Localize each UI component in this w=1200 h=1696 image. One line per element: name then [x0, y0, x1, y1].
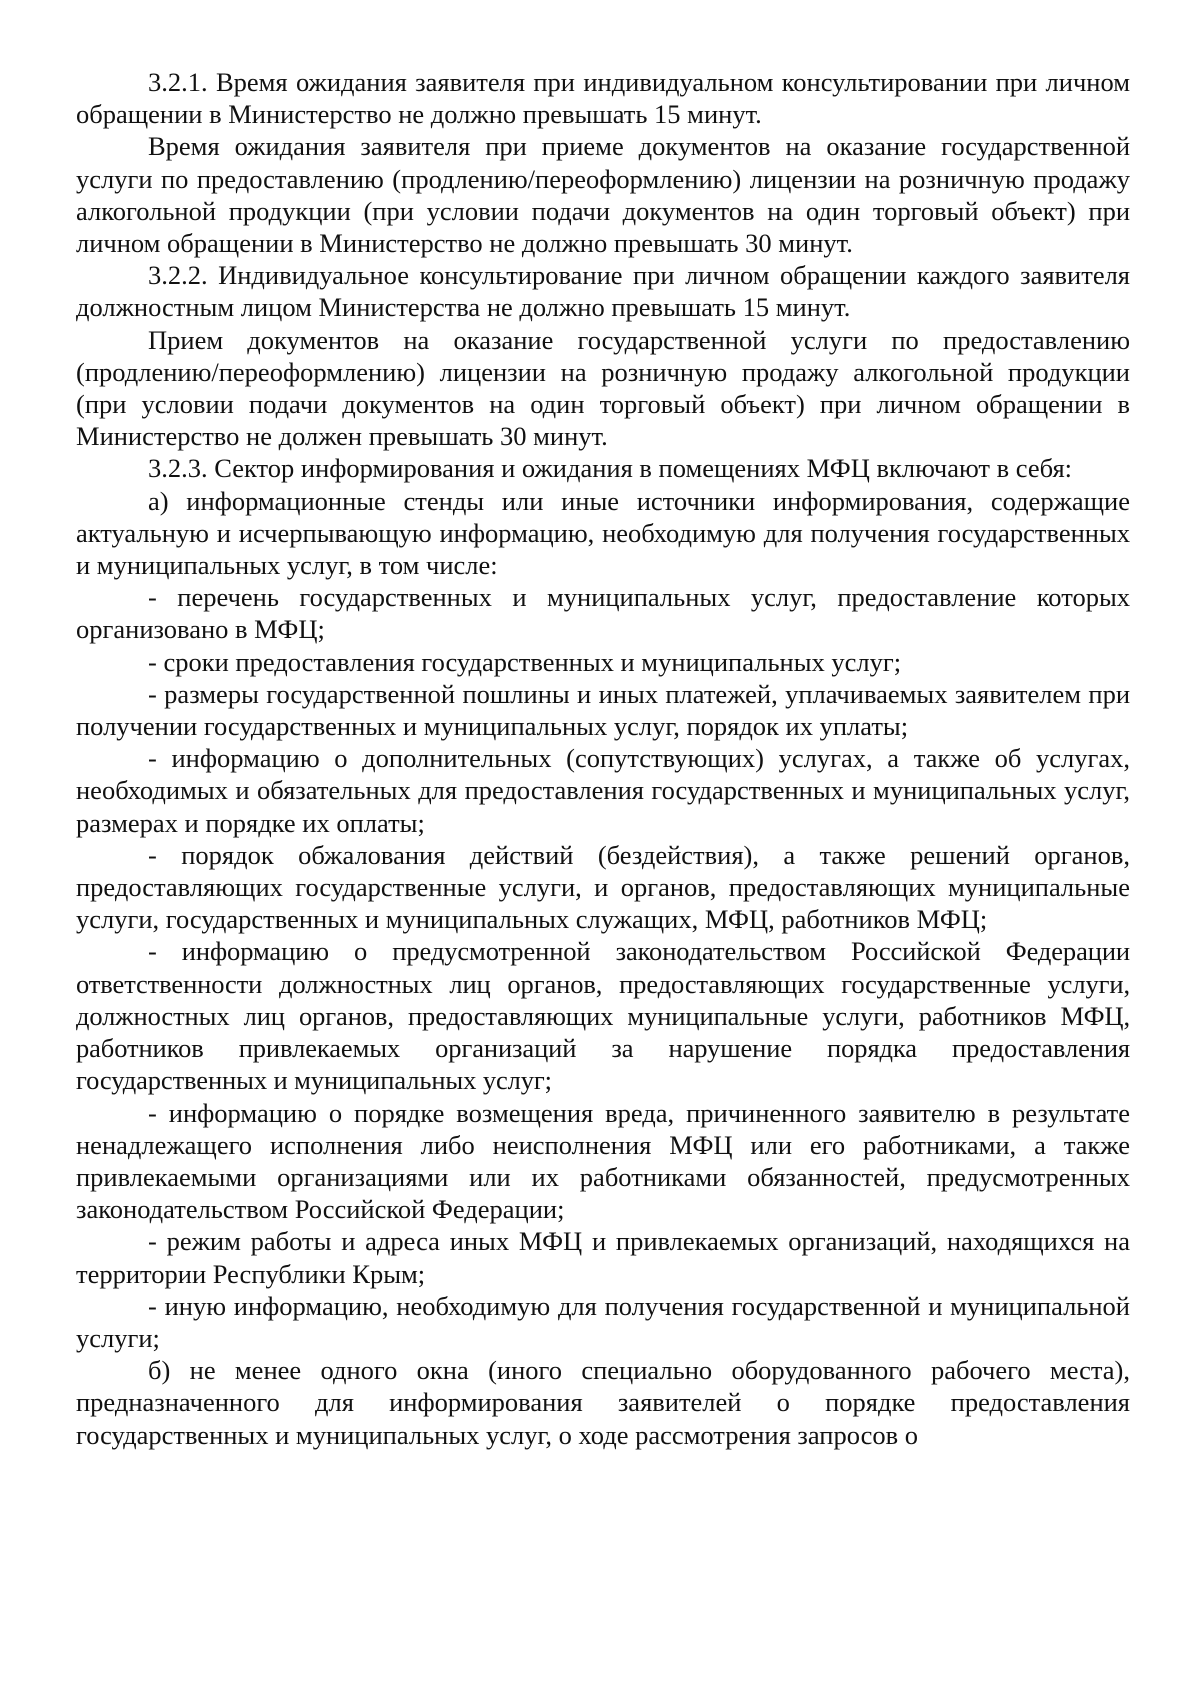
- list-item-appeal-procedure: - порядок обжалования действий (бездействия), а также решений органов, предоставляющих государственные услуги, и органов, предоставляющих муниципальные услуги, государственных и муниципальных служащих, МФЦ, работников МФЦ;: [76, 839, 1130, 935]
- paragraph-document-acceptance: Прием документов на оказание государственной услуги по предоставлению (продлению/переоформлению) лицензии на розничную продажу алкогольной продукции (при условии подачи документов на один торговый объект) при личном обращении в Министерство не должен превышать 30 минут.: [76, 324, 1130, 452]
- list-item-damage-compensation: - информацию о порядке возмещения вреда, причиненного заявителю в результате ненадлежащего исполнения либо неисполнения МФЦ или его работниками, а также привлекаемыми организациями или их работниками обязанностей, предусмотренных законодательством Российской Федерации;: [76, 1097, 1130, 1225]
- paragraph-3-2-3: 3.2.3. Сектор информирования и ожидания в помещениях МФЦ включают в себя:: [148, 453, 1072, 484]
- paragraph-3-2-2: 3.2.2. Индивидуальное консультирование при личном обращении каждого заявителя должностным лицом Министерства не должно превышать 15 минут.: [76, 260, 1130, 323]
- list-item-liability-info: - информацию о предусмотренной законодательством Российской Федерации ответственности должностных лиц органов, предоставляющих государственные услуги, должностных лиц органов, предоставляющих муниципальные услуги, работников МФЦ, работников привлекаемых организаций за нарушение порядка предоставления государственных и муниципальных услуг;: [76, 936, 1130, 1096]
- paragraph-item-a: а) информационные стенды или иные источники информирования, содержащие актуальную и исчерпывающую информацию, необходимую для получения государственных и муниципальных услуг, в том числе:: [76, 485, 1130, 581]
- list-item-services-list: - перечень государственных и муниципальных услуг, предоставление которых организовано в МФЦ;: [76, 582, 1130, 645]
- list-item-additional-services: - информацию о дополнительных (сопутствующих) услугах, а также об услугах, необходимых и обязательных для предоставления государственных и муниципальных услуг, размерах и порядке их оплаты;: [76, 743, 1130, 838]
- list-item-duty-amounts: - размеры государственной пошлины и иных платежей, уплачиваемых заявителем при получении государственных и муниципальных услуг, порядок их уплаты;: [76, 678, 1130, 742]
- list-item-service-terms: - сроки предоставления государственных и муниципальных услуг;: [148, 646, 902, 677]
- list-item-working-hours: - режим работы и адреса иных МФЦ и привлекаемых организаций, находящихся на территории Республики Крым;: [76, 1226, 1130, 1289]
- paragraph-waiting-time-documents: Время ожидания заявителя при приеме документов на оказание государственной услуги по предоставлению (продлению/переоформлению) лицензии на розничную продажу алкогольной продукции (при условии подачи документов на один торговый объект) при личном обращении в Министерство не должно превышать 30 минут.: [76, 131, 1130, 259]
- paragraph-3-2-1: 3.2.1. Время ожидания заявителя при индивидуальном консультировании при личном обращении в Министерство не должно превышать 15 минут.: [76, 67, 1130, 130]
- paragraph-item-b: б) не менее одного окна (иного специально оборудованного рабочего места), предназначенного для информирования заявителей о порядке предоставления государственных и муниципальных услуг, о ходе рассмотрения запросов о: [76, 1355, 1130, 1450]
- list-item-other-info: - иную информацию, необходимую для получения государственной и муниципальной услуги;: [76, 1290, 1130, 1353]
- document-page: [76, 66, 1130, 1451]
